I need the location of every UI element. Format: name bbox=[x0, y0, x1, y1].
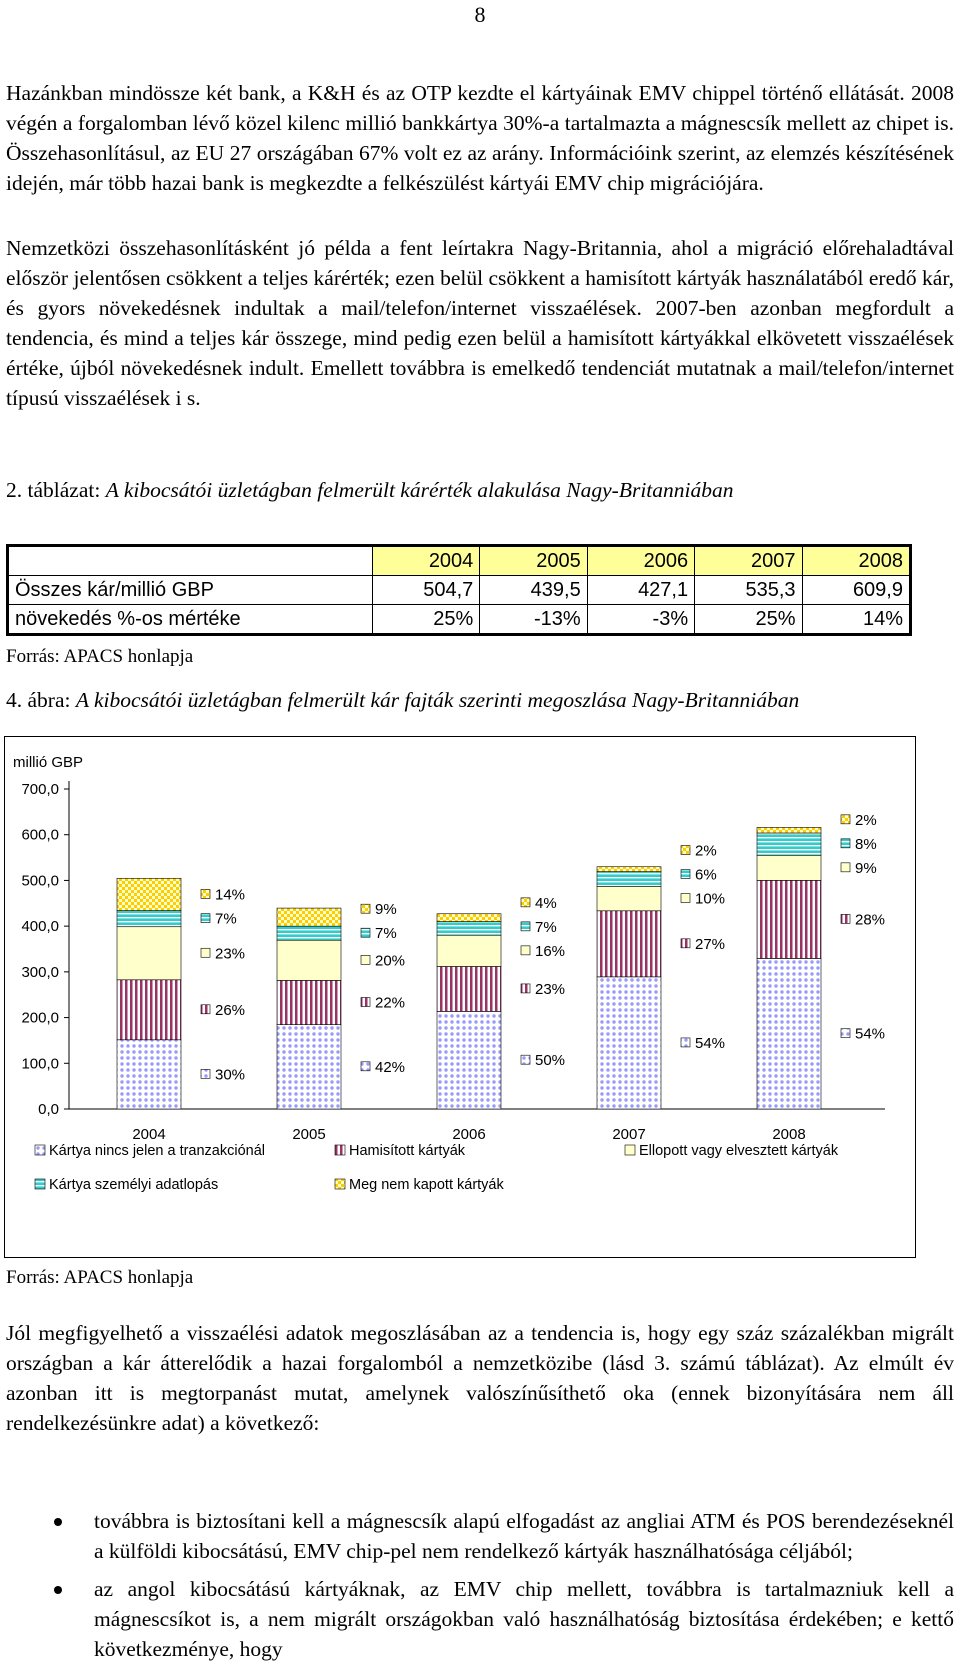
table-header-blank bbox=[8, 546, 373, 576]
chart-bar-segment bbox=[437, 1011, 501, 1109]
chart-data-label: 6% bbox=[695, 866, 717, 884]
chart-bar-segment bbox=[117, 1040, 181, 1109]
table-cell: 427,1 bbox=[587, 576, 694, 605]
table-year: 2004 bbox=[372, 546, 479, 576]
chart-data-label: 27% bbox=[695, 935, 726, 953]
chart-bar-segment bbox=[437, 914, 501, 922]
list-item bbox=[6, 1506, 954, 1566]
chart-data-label-swatch bbox=[521, 922, 530, 931]
chart-data-label-swatch bbox=[681, 870, 690, 879]
bullet-icon bbox=[54, 1586, 62, 1594]
chart-bar-segment bbox=[117, 878, 181, 910]
chart-bar-segment bbox=[117, 911, 181, 927]
chart-data-label-swatch bbox=[361, 928, 370, 937]
chart-data-label: 28% bbox=[855, 911, 886, 929]
chart-data-label-swatch bbox=[841, 839, 850, 848]
chart-data-label: 7% bbox=[375, 925, 397, 943]
table-source: Forrás: APACS honlapja bbox=[6, 646, 194, 667]
chart-source: Forrás: APACS honlapja bbox=[6, 1267, 194, 1288]
table-cell: 535,3 bbox=[695, 576, 802, 605]
chart-legend-swatch bbox=[335, 1179, 345, 1189]
chart-data-label-swatch bbox=[201, 1069, 210, 1078]
chart-data-label-swatch bbox=[841, 1029, 850, 1038]
chart-y-tick-label: 700,0 bbox=[21, 781, 59, 798]
list-item bbox=[6, 1574, 954, 1664]
chart-caption-title: A kibocsátói üzletágban felmerült kár fajták szerinti megoszlása Nagy-Britanniában bbox=[75, 688, 800, 712]
table-cell: 14% bbox=[802, 605, 910, 635]
table-cell: 504,7 bbox=[372, 576, 479, 605]
chart-bar-segment bbox=[757, 958, 821, 1109]
chart-data-label: 26% bbox=[215, 1001, 246, 1019]
chart-data-label-swatch bbox=[201, 889, 210, 898]
chart-data-label-swatch bbox=[201, 1005, 210, 1014]
chart-legend-label: Kártya személyi adatlopás bbox=[49, 1177, 219, 1193]
chart-data-label-swatch bbox=[361, 904, 370, 913]
chart-data-label-swatch bbox=[361, 1062, 370, 1071]
chart-y-axis-title: millió GBP bbox=[13, 754, 84, 771]
chart-data-label: 23% bbox=[535, 980, 566, 998]
chart-x-tick-label: 2004 bbox=[132, 1126, 166, 1143]
chart-data-label: 14% bbox=[215, 886, 246, 904]
chart-x-tick-label: 2007 bbox=[612, 1126, 646, 1143]
chart-data-label-swatch bbox=[521, 898, 530, 907]
chart-bar-segment bbox=[277, 926, 341, 940]
chart-legend-swatch bbox=[625, 1145, 635, 1155]
table-caption-title: A kibocsátói üzletágban felmerült kárérték alakulása Nagy-Britanniában bbox=[105, 478, 734, 502]
chart-bar-segment bbox=[597, 977, 661, 1109]
chart-bar-segment bbox=[757, 827, 821, 833]
table-year: 2008 bbox=[802, 546, 910, 576]
chart-data-label: 9% bbox=[855, 859, 877, 877]
chart-legend-label: Hamisított kártyák bbox=[349, 1143, 466, 1159]
chart-data-label-swatch bbox=[841, 914, 850, 923]
chart-bar-segment bbox=[757, 833, 821, 855]
table-cell: 609,9 bbox=[802, 576, 910, 605]
chart-data-label: 30% bbox=[215, 1066, 246, 1084]
chart-bar-segment bbox=[117, 980, 181, 1040]
table-cell: 25% bbox=[372, 605, 479, 635]
table-year: 2006 bbox=[587, 546, 694, 576]
chart-y-tick-label: 200,0 bbox=[21, 1009, 59, 1027]
chart-legend-label: Meg nem kapott kártyák bbox=[349, 1177, 504, 1193]
table-row-label: növekedés %-os mértéke bbox=[8, 605, 373, 635]
table-cell: -13% bbox=[480, 605, 587, 635]
chart-bar-segment bbox=[117, 927, 181, 980]
chart-data-label-swatch bbox=[681, 939, 690, 948]
chart-data-label: 16% bbox=[535, 942, 566, 960]
list-item-text: az angol kibocsátású kártyáknak, az EMV chip mellett, továbbra is tartalmazniuk kell a mágnescsíkot is, a nem migrált országokban való használhatóság biztosítása érdekében; e kettő következménye, hogy bbox=[94, 1577, 954, 1661]
chart-bar-segment bbox=[437, 935, 501, 966]
loss-table bbox=[6, 544, 912, 636]
chart-bar-segment bbox=[277, 980, 341, 1024]
chart-legend-label: Kártya nincs jelen a tranzakciónál bbox=[49, 1143, 266, 1159]
chart-x-tick-label: 2006 bbox=[452, 1126, 486, 1143]
chart-legend-label: Ellopott vagy elvesztett kártyák bbox=[639, 1143, 839, 1159]
list-item-text: továbbra is biztosítani kell a mágnescsík alapú elfogadást az angliai ATM és POS berendezéseknél a külföldi kibocsátású, EMV chip-pel nem rendelkező kártyák használhatósága céljából; bbox=[94, 1509, 954, 1563]
table-row bbox=[8, 576, 911, 605]
chart-data-label-swatch bbox=[361, 998, 370, 1007]
chart-bar-segment bbox=[597, 911, 661, 977]
chart-legend-swatch bbox=[335, 1145, 345, 1155]
chart-data-label-swatch bbox=[201, 948, 210, 957]
table-cell: -3% bbox=[587, 605, 694, 635]
chart-bar-segment bbox=[277, 940, 341, 980]
chart-data-label: 7% bbox=[535, 918, 557, 936]
chart-plot-area bbox=[21, 781, 885, 1143]
chart-caption bbox=[6, 688, 799, 713]
chart-svg bbox=[5, 737, 915, 1257]
chart-data-label: 7% bbox=[215, 910, 237, 928]
page-number: 8 bbox=[474, 2, 486, 27]
chart-bar-segment bbox=[597, 867, 661, 872]
table-caption bbox=[6, 478, 734, 503]
chart-legend-swatch bbox=[35, 1179, 45, 1189]
chart-data-label: 9% bbox=[375, 901, 397, 919]
chart-y-tick-label: 100,0 bbox=[21, 1055, 59, 1073]
chart-bar-segment bbox=[277, 1025, 341, 1109]
chart-data-label: 2% bbox=[855, 811, 877, 829]
chart-data-label-swatch bbox=[521, 984, 530, 993]
chart-data-label: 2% bbox=[695, 842, 717, 860]
chart-data-label: 50% bbox=[535, 1052, 566, 1070]
chart-data-label: 54% bbox=[695, 1034, 726, 1052]
chart-data-label: 8% bbox=[855, 835, 877, 853]
chart-data-label: 23% bbox=[215, 945, 246, 963]
chart-y-tick-label: 500,0 bbox=[21, 872, 59, 890]
chart-data-label-swatch bbox=[681, 894, 690, 903]
chart-data-label: 20% bbox=[375, 952, 406, 970]
chart-data-label: 4% bbox=[535, 894, 557, 912]
table-row bbox=[8, 605, 911, 635]
chart-bar-segment bbox=[437, 922, 501, 936]
chart-data-label-swatch bbox=[681, 1038, 690, 1047]
table-caption-prefix: 2. táblázat: bbox=[6, 478, 101, 502]
chart-data-label-swatch bbox=[841, 863, 850, 872]
chart-x-tick-label: 2008 bbox=[772, 1126, 806, 1143]
bullet-list bbox=[6, 1506, 954, 1672]
chart-x-tick-label: 2005 bbox=[292, 1126, 326, 1143]
table-header-row bbox=[8, 546, 911, 576]
chart-y-tick-label: 0,0 bbox=[38, 1101, 59, 1118]
chart-data-label: 10% bbox=[695, 890, 726, 908]
bullet-icon bbox=[54, 1518, 62, 1526]
chart-y-tick-label: 600,0 bbox=[21, 826, 59, 844]
chart-bar-segment bbox=[597, 886, 661, 910]
chart-bar-segment bbox=[597, 872, 661, 887]
paragraph-uk-comparison: Nemzetközi összehasonlításként jó példa a fent leírtakra Nagy-Britannia, ahol a migráció előrehaladtával először jelentősen csökkent a teljes kárérték; ezen belül csökkent a hamisított kártyák használatából eredő kár, és gyors növekedésnek indultak a mail/telefon/internet visszaélések. 2007-ben azonban megfordult a tendencia, és mind a teljes kár összege, mind pedig ezen belül a hamisított kártyákkal elkövetett visszaélések értéke, újból növekedésnek indult. Emellett továbbra is emelkedő tendenciát mutatnak a mail/telefon/internet típusú visszaélések i s. bbox=[6, 236, 954, 410]
chart-bar-segment bbox=[277, 908, 341, 926]
chart-data-label-swatch bbox=[201, 914, 210, 923]
chart-data-label-swatch bbox=[521, 1055, 530, 1064]
chart-legend-swatch bbox=[35, 1145, 45, 1155]
chart-y-tick-label: 400,0 bbox=[21, 918, 59, 936]
table-cell: 25% bbox=[695, 605, 802, 635]
chart-bar-segment bbox=[757, 855, 821, 880]
chart-data-label-swatch bbox=[841, 815, 850, 824]
chart-bar-segment bbox=[757, 880, 821, 958]
chart-data-label-swatch bbox=[361, 955, 370, 964]
paragraph-emv-hungary: Hazánkban mindössze két bank, a K&H és az OTP kezdte el kártyáinak EMV chippel történő ellátását. 2008 végén a forgalomban lévő közel kilenc millió bankkártya 30%-a tartalmazta a mágnescsík mellett az chipet is. Összehasonlításul, az EU 27 országában 67% volt ez az arány. Információink szerint, az elemzés készítésének idején, már több hazai bank is megkezdte a felkészülést kártyái EMV chip migrációjára. bbox=[6, 81, 954, 195]
chart-caption-prefix: 4. ábra: bbox=[6, 688, 71, 712]
chart-data-label: 42% bbox=[375, 1058, 406, 1076]
chart-data-label-swatch bbox=[521, 946, 530, 955]
table-year: 2007 bbox=[695, 546, 802, 576]
table-row-label: Összes kár/millió GBP bbox=[8, 576, 373, 605]
chart-data-label-swatch bbox=[681, 846, 690, 855]
chart-legend bbox=[35, 1143, 839, 1193]
table-year: 2005 bbox=[480, 546, 587, 576]
chart-bar-segment bbox=[437, 966, 501, 1011]
stacked-bar-chart bbox=[4, 736, 916, 1258]
table-cell: 439,5 bbox=[480, 576, 587, 605]
chart-y-tick-label: 300,0 bbox=[21, 963, 59, 981]
chart-data-label: 54% bbox=[855, 1025, 886, 1043]
chart-data-label: 22% bbox=[375, 994, 406, 1012]
paragraph-migration-tendency: Jól megfigyelhető a visszaélési adatok megoszlásában az a tendencia is, hogy egy száz százalékban migrált országban a kár átterelődik a hazai forgalomból a nemzetközibe (lásd 3. számú táblázat). Az elmúlt év azonban itt is megtorpanást mutat, amelynek valószínűsíthető oka (ennek bizonyítására nem áll rendelkezésünkre adat) a következő: bbox=[6, 1321, 954, 1435]
